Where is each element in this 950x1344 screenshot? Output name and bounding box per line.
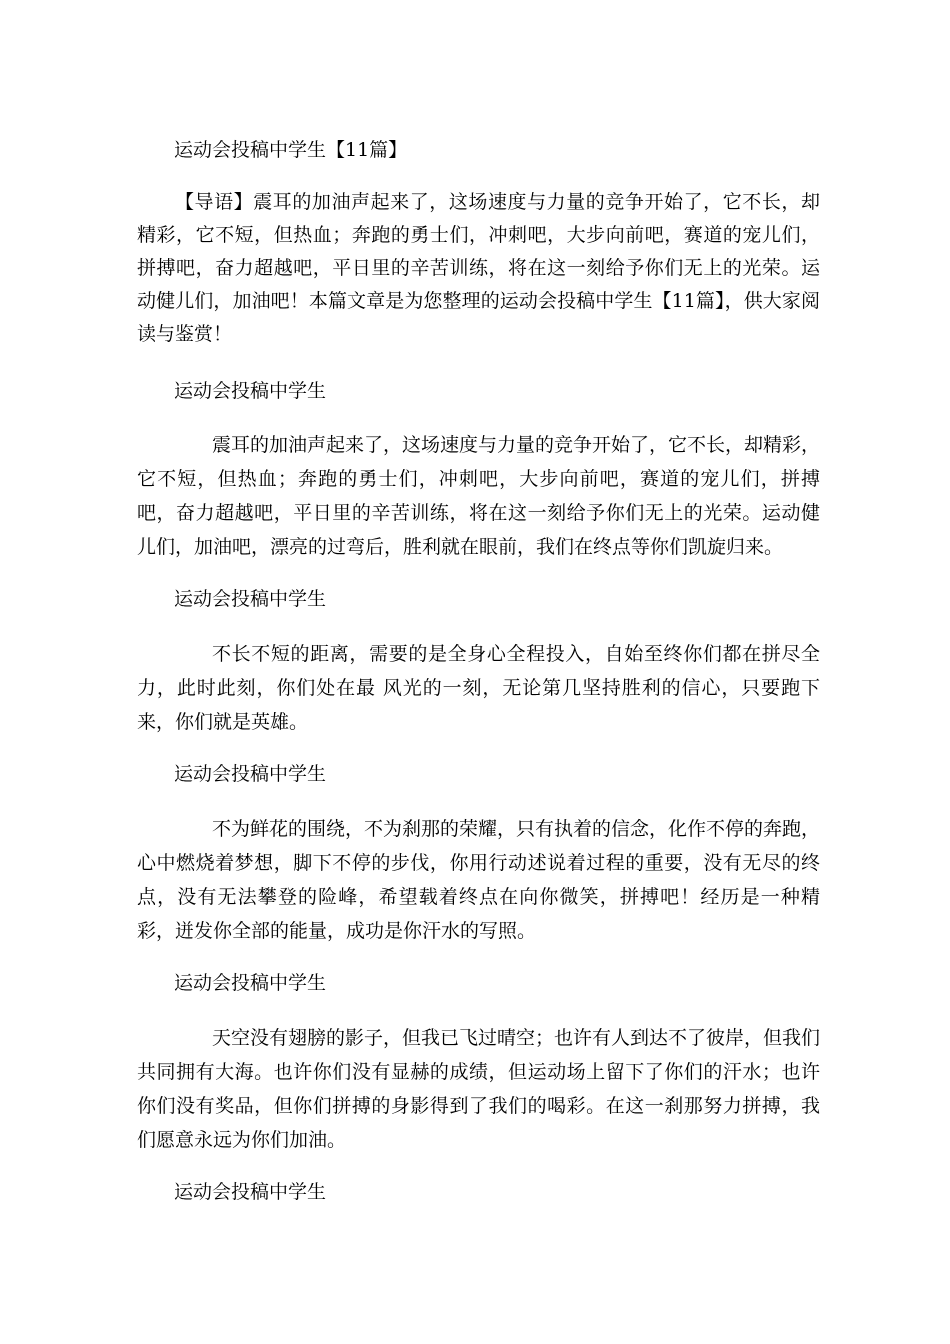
section-heading-2: 运动会投稿中学生 bbox=[174, 588, 327, 610]
section-body-1: 震耳的加油声起来了，这场速度与力量的竞争开始了，它不长，却精彩，它不短，但热血；奔跑的勇士们，冲刺吧，大步向前吧，赛道的宠儿们，拼搏吧，奋力超越吧，平日里的辛苦训练，将在这一刻给予你们无上的光荣。运动健儿们，加油吧，漂亮的过弯后，胜利就在眼前，我们在终点等你们凯旋归来。 bbox=[137, 434, 821, 558]
section-body-4: 天空没有翅膀的影子，但我已飞过晴空；也许有人到达不了彼岸，但我们共同拥有大海。也许你们没有显赫的成绩，但运动场上留下了你们的汗水；也许你们没有奖品，但你们拼搏的身影得到了我们的喝彩。在这一刹那努力拼搏，我们愿意永远为你们加油。 bbox=[137, 1027, 821, 1151]
intro-paragraph: 【导语】震耳的加油声起来了，这场速度与力量的竞争开始了，它不长，却精彩，它不短，但热血；奔跑的勇士们，冲刺吧，大步向前吧，赛道的宠儿们，拼搏吧，奋力超越吧，平日里的辛苦训练，将在这一刻给予你们无上的光荣。运动健儿们，加油吧！本篇文章是为您整理的运动会投稿中学生【11篇】，供大家阅读与鉴赏！ bbox=[137, 191, 820, 345]
section-heading-4: 运动会投稿中学生 bbox=[174, 972, 327, 994]
section-body-2: 不长不短的距离，需要的是全身心全程投入，自始至终你们都在拼尽全力，此时此刻，你们处在最 风光的一刻，无论第几坚持胜利的信心，只要跑下来，你们就是英雄。 bbox=[137, 643, 820, 733]
section-heading-5: 运动会投稿中学生 bbox=[174, 1181, 327, 1203]
document-title: 运动会投稿中学生【11篇】 bbox=[174, 139, 408, 161]
section-heading-3: 运动会投稿中学生 bbox=[174, 763, 327, 785]
section-heading-1: 运动会投稿中学生 bbox=[174, 380, 327, 402]
section-body-3: 不为鲜花的围绕，不为刹那的荣耀，只有执着的信念，化作不停的奔跑，心中燃烧着梦想，脚下不停的步伐，你用行动述说着过程的重要，没有无尽的终点，没有无法攀登的险峰，希望载着终点在向你微笑，拼搏吧！经历是一种精彩，迸发你全部的能量，成功是你汗水的写照。 bbox=[137, 818, 821, 942]
